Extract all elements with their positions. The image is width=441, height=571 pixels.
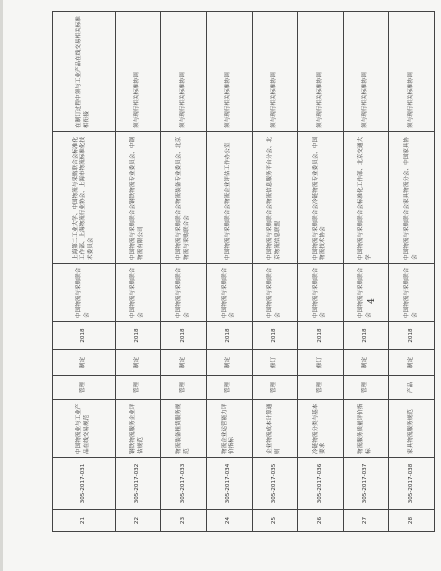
drafting-units-cell: 中国物流与采购联合会钢铁物流专业委员会、中钢物流有限公司 (115, 132, 161, 264)
table-row (53, 12, 116, 532)
completion-year-cell: 2018 (115, 322, 161, 350)
remarks-cell: 须与现行相关标准协调 (206, 12, 252, 132)
row-number-cell: 21 (53, 510, 116, 532)
project-code-cell: 305-2017-038 (389, 458, 435, 510)
row-number-cell: 26 (298, 510, 344, 532)
remarks-cell: 须与现行相关标准协调 (389, 12, 435, 132)
drafting-units-cell: 上海第二工业大学、中国物流与采购联合会标准化工作部、上海物流行业协会、上海市物流标准化技术委员会 (53, 132, 116, 264)
table-row (115, 12, 161, 532)
revision-kind-cell: 修订 (298, 350, 344, 376)
standard-type-cell: 管理 (252, 376, 298, 400)
standard-type-cell: 管理 (53, 376, 116, 400)
revision-kind-cell: 修订 (252, 350, 298, 376)
drafting-units-cell: 中国物流与采购联合会物流企业评估工作办公室 (206, 132, 252, 264)
proposing-unit-cell: 中国物流与采购联合会 (53, 264, 116, 322)
standard-name-cell: 钢铁物流服务企业评估规范 (115, 400, 161, 458)
completion-year-cell: 2018 (252, 322, 298, 350)
proposing-unit-cell: 中国物流与采购联合会 (115, 264, 161, 322)
drafting-units-cell: 中国物流与采购联合会家具物流分会、中国家具协会 (389, 132, 435, 264)
standard-name-cell: 物流服务质量评价指标 (343, 400, 389, 458)
completion-year-cell: 2018 (206, 322, 252, 350)
standard-name-cell: 家具物流服务规范 (389, 400, 435, 458)
drafting-units-cell: 中国物流与采购联合会物流信息服务平台分会、北京物流信息联盟 (252, 132, 298, 264)
project-code-cell: 305-2017-031 (53, 458, 116, 510)
row-number-cell: 22 (115, 510, 161, 532)
standard-type-cell: 管理 (298, 376, 344, 400)
remarks-cell: 须与现行相关标准协调 (115, 12, 161, 132)
remarks-cell: 须与现行相关标准协调 (343, 12, 389, 132)
standard-type-cell: 管理 (115, 376, 161, 400)
drafting-units-cell: 中国物流与采购联合会物流装备专业委员会、北京物流与采购联合会 (161, 132, 207, 264)
drafting-units-cell: 中国物流与采购联合会标准化工作部、北京交通大学 (343, 132, 389, 264)
proposing-unit-cell: 中国物流与采购联合会 (252, 264, 298, 322)
row-number-cell: 24 (206, 510, 252, 532)
standard-name-cell: 冷链物流分类与基本要求 (298, 400, 344, 458)
completion-year-cell: 2018 (343, 322, 389, 350)
proposing-unit-cell: 中国物流与采购联合会 (389, 264, 435, 322)
table-row (252, 12, 298, 532)
revision-kind-cell: 制定 (389, 350, 435, 376)
project-code-cell: 305-2017-034 (206, 458, 252, 510)
project-code-cell: 305-2017-035 (252, 458, 298, 510)
proposing-unit-cell: 中国物流与采购联合会 (206, 264, 252, 322)
proposing-unit-cell: 中国物流与采购联合会 (343, 264, 389, 322)
completion-year-cell: 2018 (389, 322, 435, 350)
table-row (206, 12, 252, 532)
remarks-cell: 在制订过程中须与工业产品在线交易相关标准相衔接 (53, 12, 116, 132)
project-code-cell: 305-2017-032 (115, 458, 161, 510)
row-number-cell: 25 (252, 510, 298, 532)
standard-name-cell: 物流企业运营能力评价指标 (206, 400, 252, 458)
table-row (161, 12, 207, 532)
completion-year-cell: 2018 (298, 322, 344, 350)
rotated-standards-table (52, 12, 435, 532)
project-code-cell: 305-2017-036 (298, 458, 344, 510)
remarks-cell: 须与现行相关标准协调 (252, 12, 298, 132)
revision-kind-cell: 制定 (161, 350, 207, 376)
remarks-cell: 须与现行相关标准协调 (298, 12, 344, 132)
proposing-unit-cell: 中国物流与采购联合会 (298, 264, 344, 322)
standard-type-cell: 管理 (206, 376, 252, 400)
page-number: 4 (366, 298, 377, 304)
revision-kind-cell: 制定 (343, 350, 389, 376)
standard-type-cell: 产品 (389, 376, 435, 400)
standard-type-cell: 管理 (161, 376, 207, 400)
proposing-unit-cell: 中国物流与采购联合会 (161, 264, 207, 322)
standard-name-cell: 物流装备租赁服务规范 (161, 400, 207, 458)
completion-year-cell: 2018 (161, 322, 207, 350)
row-number-cell: 23 (161, 510, 207, 532)
revision-kind-cell: 制定 (115, 350, 161, 376)
remarks-cell: 须与现行相关标准协调 (161, 12, 207, 132)
scan-edge-shadow (0, 0, 3, 571)
standard-name-cell: 中国物流业与工业产品在线交易规范 (53, 400, 116, 458)
revision-kind-cell: 制定 (53, 350, 116, 376)
standards-table (52, 11, 435, 532)
completion-year-cell: 2018 (53, 322, 116, 350)
row-number-cell: 28 (389, 510, 435, 532)
table-row (298, 12, 344, 532)
drafting-units-cell: 中国物流与采购联合会冷链物流专业委员会、中国物流技术协会 (298, 132, 344, 264)
standard-type-cell: 管理 (343, 376, 389, 400)
table-row (389, 12, 435, 532)
project-code-cell: 305-2017-037 (343, 458, 389, 510)
revision-kind-cell: 制定 (206, 350, 252, 376)
standard-name-cell: 企业物流成本计算通则 (252, 400, 298, 458)
row-number-cell: 27 (343, 510, 389, 532)
table-row (343, 12, 389, 532)
project-code-cell: 305-2017-033 (161, 458, 207, 510)
